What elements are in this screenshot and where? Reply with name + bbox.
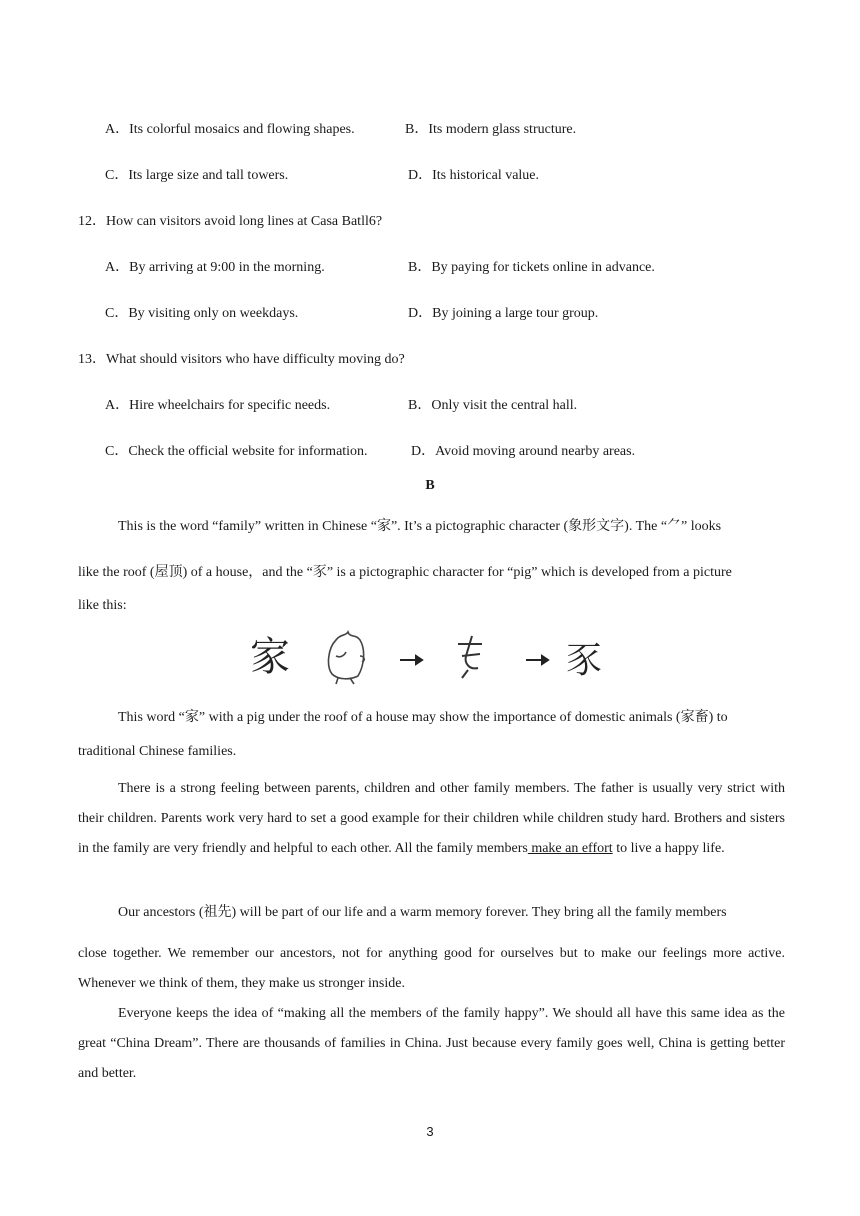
q11-option-c: C．Its large size and tall towers. bbox=[105, 168, 289, 183]
passage-p3-text: There is a strong feeling between parents, children and other family members. The father is usually very strict with their children. Parents work very hard to set a good example for their children while children study hard. Brothers and sisters in the family are very friendly and helpful to each other. All the family members bbox=[78, 781, 785, 856]
q11-option-a: A．Its colorful mosaics and flowing shapes. bbox=[105, 122, 355, 137]
passage-p3 bbox=[78, 774, 785, 864]
passage-p5: Everyone keeps the idea of “making all the members of the family happy”. We should all have this same idea as the great “China Dream”. There are thousands of families in China. Just because every family goes well, China is getting better and better. bbox=[78, 1006, 785, 1081]
ancient-pig-glyph-icon bbox=[458, 636, 482, 678]
passage-p1-line1: This is the word “family” written in Chinese “家”. It’s a pictographic character (象形文字). The “⺈” looks bbox=[118, 519, 722, 534]
q13-option-b: B．Only visit the central hall. bbox=[408, 398, 578, 413]
page-number: 3 bbox=[426, 1124, 434, 1139]
q12-option-c: C．By visiting only on weekdays. bbox=[105, 306, 299, 321]
passage-p3-end: to live a happy life. bbox=[612, 841, 725, 856]
passage-p1-line3: like this: bbox=[78, 598, 127, 613]
passage-p4-rest: close together. We remember our ancestors, not for anything good for ourselves but to make our feelings more active. Whenever we think of them, they make us stronger inside. bbox=[78, 946, 785, 991]
q12-option-a: A．By arriving at 9:00 in the morning. bbox=[105, 260, 325, 275]
passage-p2-line1: This word “家” with a pig under the roof of a house may show the importance of domestic animals (家畜) to bbox=[118, 710, 728, 725]
pig-character-evolution-drawing bbox=[250, 626, 620, 686]
q11-option-b: B．Its modern glass structure. bbox=[405, 122, 577, 137]
q13-question: 13．What should visitors who have difficulty moving do? bbox=[78, 352, 405, 367]
arrow-right-icon bbox=[526, 656, 548, 664]
passage-p1-line2: like the roof (屋顶) of a house，and the “豕” is a pictographic character for “pig” which is developed from a picture bbox=[78, 565, 732, 580]
q11-option-d: D．Its historical value. bbox=[408, 168, 540, 183]
pig-character-evolution-figure bbox=[250, 626, 620, 686]
q13-option-d: D．Avoid moving around nearby areas. bbox=[411, 444, 636, 459]
passage-p4-line1: Our ancestors (祖先) will be part of our life and a warm memory forever. They bring all the family members bbox=[118, 905, 727, 920]
section-heading: B bbox=[425, 478, 435, 493]
q13-option-a: A．Hire wheelchairs for specific needs. bbox=[105, 398, 331, 413]
shi-character: 豕 bbox=[566, 640, 603, 681]
q12-option-d: D．By joining a large tour group. bbox=[408, 306, 599, 321]
arrow-right-icon bbox=[400, 656, 422, 664]
jia-character: 家 bbox=[250, 634, 290, 680]
pig-sketch-icon bbox=[329, 632, 365, 684]
underlined-phrase: make an effort bbox=[527, 841, 613, 856]
q12-question: 12．How can visitors avoid long lines at Casa Batll6? bbox=[78, 214, 383, 229]
q12-option-b: B．By paying for tickets online in advance. bbox=[408, 260, 655, 275]
q13-option-c: C．Check the official website for information. bbox=[105, 444, 368, 459]
passage-p2-line2: traditional Chinese families. bbox=[78, 744, 237, 759]
